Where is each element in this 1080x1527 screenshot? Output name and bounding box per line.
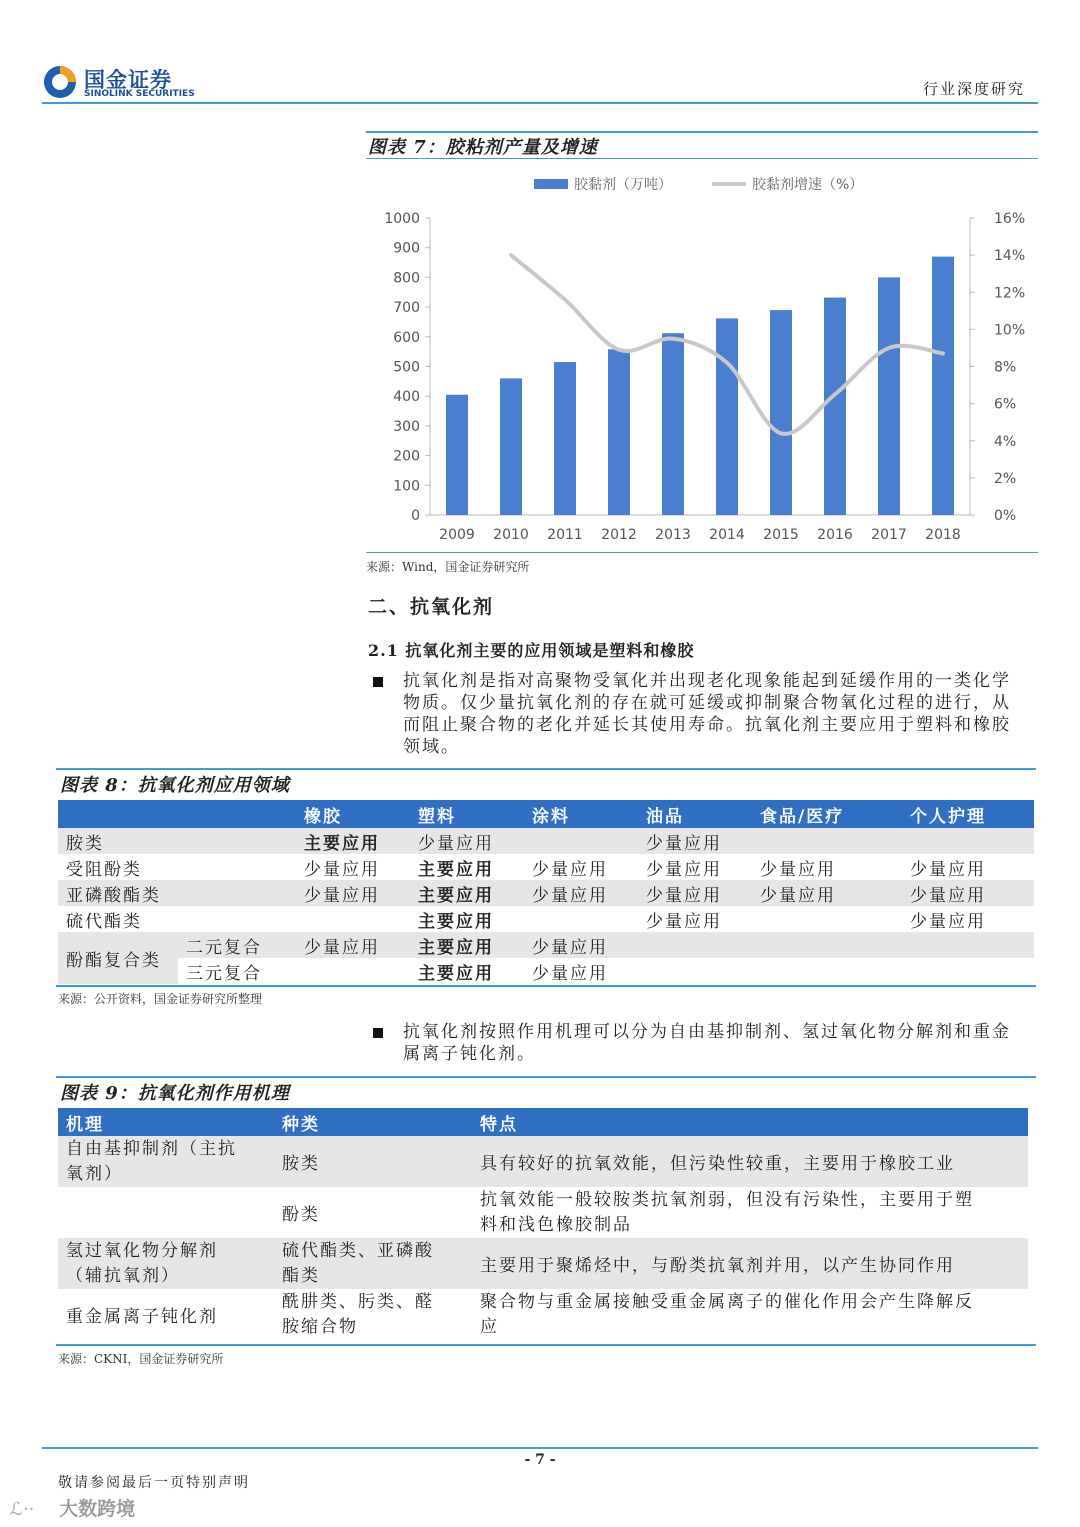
- y-right-tick-label: 0%: [994, 508, 1017, 524]
- y-left-tick-label: 1000: [384, 211, 420, 227]
- x-tick-label: 2014: [709, 527, 745, 543]
- fig7-source: 来源：Wind，国金证券研究所: [366, 560, 530, 574]
- fig9-bottom-rule: [56, 1344, 1036, 1346]
- col-header: 种类: [274, 1108, 472, 1136]
- bar-2016: [824, 298, 846, 515]
- watermark-icon: ℒ··: [10, 1499, 35, 1520]
- table-row: 自由基抑制剂（主抗 氧剂） 胺类 具有较好的抗氧效能，但污染性较重，主要用于橡胶工业: [58, 1136, 1028, 1187]
- y-left-tick-label: 300: [393, 418, 420, 435]
- legend-bar-label: 胶黏剂（万吨）: [574, 177, 672, 193]
- y-left-tick-label: 0: [411, 508, 420, 524]
- col-header: 食品/医疗: [752, 800, 902, 828]
- y-left-tick-label: 400: [393, 389, 420, 406]
- bar-2017: [878, 277, 900, 515]
- bar-2013: [662, 333, 684, 515]
- company-logo: [42, 64, 242, 104]
- watermark: ℒ·· 大数跨境: [10, 1498, 136, 1520]
- bar-2009: [446, 395, 468, 515]
- y-right-tick-label: 6%: [994, 396, 1017, 413]
- col-header: 个人护理: [902, 800, 1034, 828]
- bar-2015: [770, 310, 792, 515]
- table-row: 亚磷酸酯类 少量应用 主要应用 少量应用 少量应用 少量应用 少量应用: [58, 880, 1034, 906]
- y-left-tick-label: 900: [393, 240, 420, 257]
- table-row: 酚类 抗氧效能一般较胺类抗氧剂弱，但没有污染性，主要用于塑 料和浅色橡胶制品: [282, 1189, 974, 1235]
- mechanism-table: [58, 1108, 1028, 1340]
- y-left-tick-label: 100: [393, 478, 420, 495]
- bar-2010: [500, 378, 522, 515]
- fig9-source: 来源：CKNI，国金证券研究所: [58, 1352, 224, 1366]
- y-left-tick-label: 800: [393, 270, 420, 287]
- y-right-tick-label: 14%: [994, 248, 1026, 265]
- bar-2018: [932, 257, 954, 515]
- fig8-source: 来源：公开资料，国金证券研究所整理: [58, 992, 263, 1006]
- disclaimer: 敬请参阅最后一页特别声明: [58, 1475, 250, 1491]
- table-header-row: [58, 1108, 1028, 1136]
- table-row: 三元复合 主要应用 少量应用: [186, 963, 608, 984]
- fig9-top-rule: [56, 1076, 1036, 1078]
- fig8-bottom-rule: [56, 985, 1036, 987]
- table-row: 重金属离子钝化剂 酰肼类、肟类、醛 胺缩合物 聚合物与重金属接触受重金属离子的催化作用会产生降解反 应: [66, 1291, 974, 1337]
- col-header: 塑料: [410, 800, 524, 828]
- col-header: 橡胶: [296, 800, 410, 828]
- x-tick-label: 2017: [871, 527, 907, 543]
- col-header: 机理: [58, 1108, 274, 1136]
- header-rule: [42, 102, 1038, 104]
- logo-mark-icon: [42, 64, 78, 100]
- table-row: 硫代酯类 主要应用 少量应用 少量应用: [66, 911, 986, 932]
- y-left-tick-label: 200: [393, 448, 420, 465]
- col-header: 涂料: [524, 800, 638, 828]
- y-left-tick-label: 500: [393, 359, 420, 376]
- footer-rule: [42, 1447, 1038, 1449]
- report-type: 行业深度研究: [922, 80, 1025, 98]
- y-right-tick-label: 16%: [994, 211, 1026, 227]
- y-right-tick-label: 8%: [994, 359, 1017, 376]
- x-tick-label: 2015: [763, 527, 799, 543]
- table-row: 氢过氧化物分解剂 （辅抗氧剂） 硫代酯类、亚磷酸 酯类 主要用于聚烯烃中，与酚类抗氧剂并用，以产生协同作用: [58, 1238, 1028, 1289]
- sub-heading: 2.1 抗氧化剂主要的应用领域是塑料和橡胶: [368, 641, 695, 660]
- legend-bar-swatch: [534, 179, 568, 189]
- y-right-tick-label: 2%: [994, 470, 1017, 487]
- fig8-top-rule: [56, 768, 1036, 770]
- bar-2011: [554, 362, 576, 515]
- y-right-tick-label: 4%: [994, 433, 1017, 450]
- fig7-title: 图表 7：胶粘剂产量及增速: [368, 137, 598, 158]
- y-right-tick-label: 12%: [994, 285, 1026, 302]
- x-tick-label: 2010: [493, 527, 529, 543]
- table-row: 胺类 主要应用 少量应用 少量应用: [58, 828, 1034, 854]
- table-header-row: [58, 800, 1034, 828]
- table-row: 酚酯复合类 二元复合 少量应用 主要应用 少量应用: [58, 932, 1034, 958]
- fig7-title-rule: [366, 158, 1038, 159]
- fig7-bottom-rule: [366, 552, 1038, 553]
- page-number: - 7 -: [524, 1452, 556, 1468]
- bullet-icon: [373, 1028, 383, 1038]
- application-table: [58, 800, 1034, 984]
- logo-en: SINOLINK SECURITIES: [84, 89, 195, 99]
- bar-2014: [716, 318, 738, 515]
- table-row: 受阻酚类 少量应用 主要应用 少量应用 少量应用 少量应用 少量应用: [66, 859, 986, 880]
- x-tick-label: 2018: [925, 527, 961, 543]
- y-right-tick-label: 10%: [994, 322, 1026, 339]
- x-tick-label: 2009: [439, 527, 475, 543]
- fig8-title: 图表 8：抗氧化剂应用领域: [60, 775, 290, 796]
- production-chart: [366, 163, 1038, 553]
- col-header: 油品: [638, 800, 752, 828]
- y-left-tick-label: 600: [393, 329, 420, 346]
- fig9-title: 图表 9：抗氧化剂作用机理: [60, 1083, 290, 1104]
- x-tick-label: 2012: [601, 527, 637, 543]
- paragraph-1: 抗氧化剂是指对高聚物受氧化并出现老化现象能起到延缓作用的一类化学 物质。仅少量抗氧化剂的存在就可延缓或抑制聚合物氧化过程的进行，从 而阻止聚合物的老化并延长其使用寿命。抗氧化剂主要应用于塑料和橡胶 领域。: [403, 671, 1011, 757]
- legend-line-label: 胶黏剂增速（%）: [752, 177, 864, 193]
- x-tick-label: 2013: [655, 527, 691, 543]
- logo-cn: 国金证券: [84, 68, 172, 92]
- x-tick-label: 2011: [547, 527, 583, 543]
- x-tick-label: 2016: [817, 527, 853, 543]
- bullet-icon: [373, 677, 383, 687]
- bar-2012: [608, 349, 630, 515]
- col-header: 特点: [472, 1108, 1028, 1136]
- section-heading: 二、抗氧化剂: [368, 596, 495, 618]
- paragraph-2: 抗氧化剂按照作用机理可以分为自由基抑制剂、氢过氧化物分解剂和重金 属离子钝化剂。: [403, 1022, 1011, 1064]
- y-left-tick-label: 700: [393, 300, 420, 317]
